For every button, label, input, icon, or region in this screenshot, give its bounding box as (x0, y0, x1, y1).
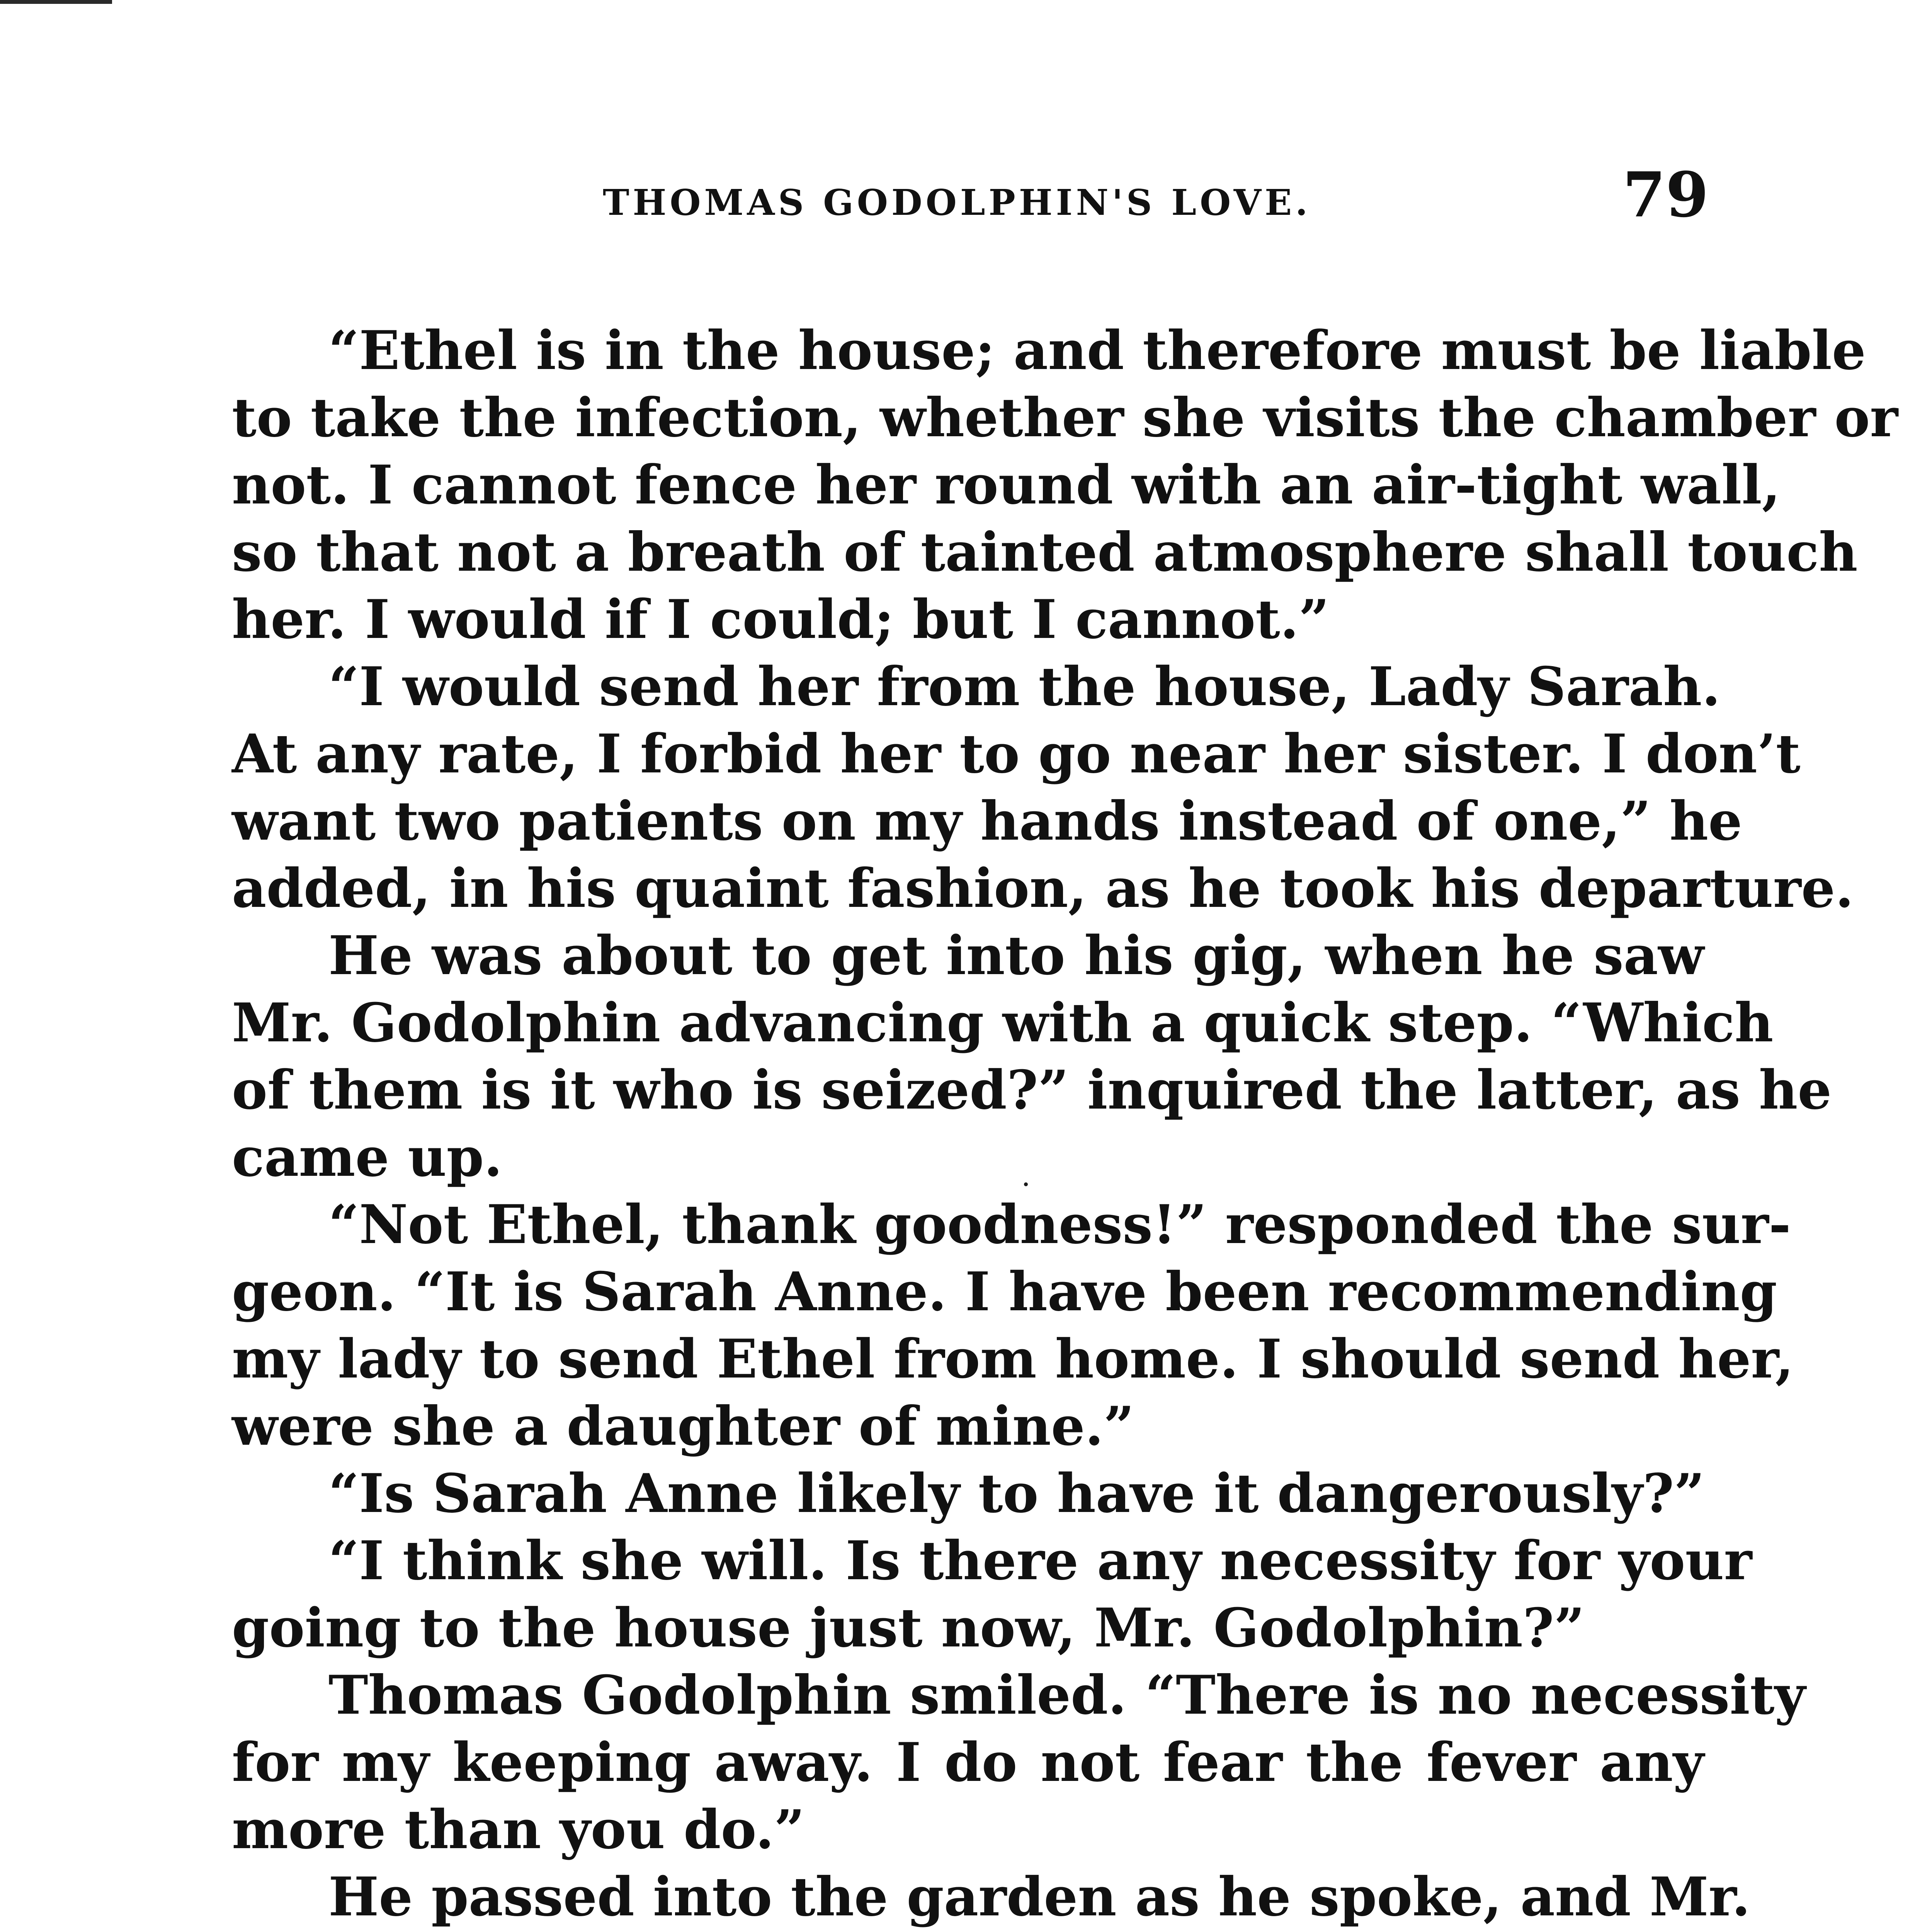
text-line: so that not a breath of tainted atmosphere shall touch (232, 520, 1858, 583)
text-line: more than you do.” (232, 1798, 805, 1861)
text-line: “Not Ethel, thank goodness!” responded the sur- (328, 1193, 1791, 1256)
text-line: He was about to get into his gig, when he saw (328, 924, 1704, 987)
corner-smudge (0, 0, 112, 4)
text-line: He passed into the garden as he spoke, and Mr. (328, 1865, 1750, 1928)
text-line: my lady to send Ethel from home. I should send her, (232, 1327, 1794, 1390)
text-line: were she a daughter of mine.” (232, 1395, 1134, 1458)
text-line: not. I cannot fence her round with an air-tight wall, (232, 453, 1781, 516)
text-line: “Is Sarah Anne likely to have it dangerously?” (328, 1462, 1705, 1525)
body-text (232, 317, 1898, 1932)
text-line (232, 1930, 1704, 1932)
text-line: came up. (232, 1126, 503, 1189)
text-line: “I would send her from the house, Lady Sarah. (328, 655, 1721, 718)
text-line: “I think she will. Is there any necessity for your (328, 1529, 1752, 1592)
text-line: for my keeping away. I do not fear the fever any (232, 1731, 1704, 1794)
running-title: THOMAS GODOLPHIN'S LOVE. (603, 182, 1311, 223)
text-line: Thomas Godolphin smiled. “There is no necessity (328, 1663, 1806, 1726)
text-line: going to the house just now, Mr. Godolphin?” (232, 1596, 1585, 1659)
text-line: geon. “It is Sarah Anne. I have been recommending (232, 1260, 1777, 1323)
page-number: 79 (1622, 158, 1709, 231)
text-line: to take the infection, whether she visits the chamber or (232, 386, 1898, 449)
text-line: want two patients on my hands instead of one,” he (232, 789, 1742, 852)
text-line: At any rate, I forbid her to go near her sister. I don’t (232, 722, 1801, 785)
text-line: Mr. Godolphin advancing with a quick step. “Which (232, 991, 1774, 1054)
text-line: her. I would if I could; but I cannot.” (232, 588, 1330, 651)
text-line: added, in his quaint fashion, as he took his departure. (232, 857, 1854, 920)
text-line: “Ethel is in the house; and therefore must be liable (328, 319, 1866, 382)
text-line: of them is it who is seized?” inquired the latter, as he (232, 1058, 1832, 1121)
ink-speck (1024, 1182, 1028, 1186)
